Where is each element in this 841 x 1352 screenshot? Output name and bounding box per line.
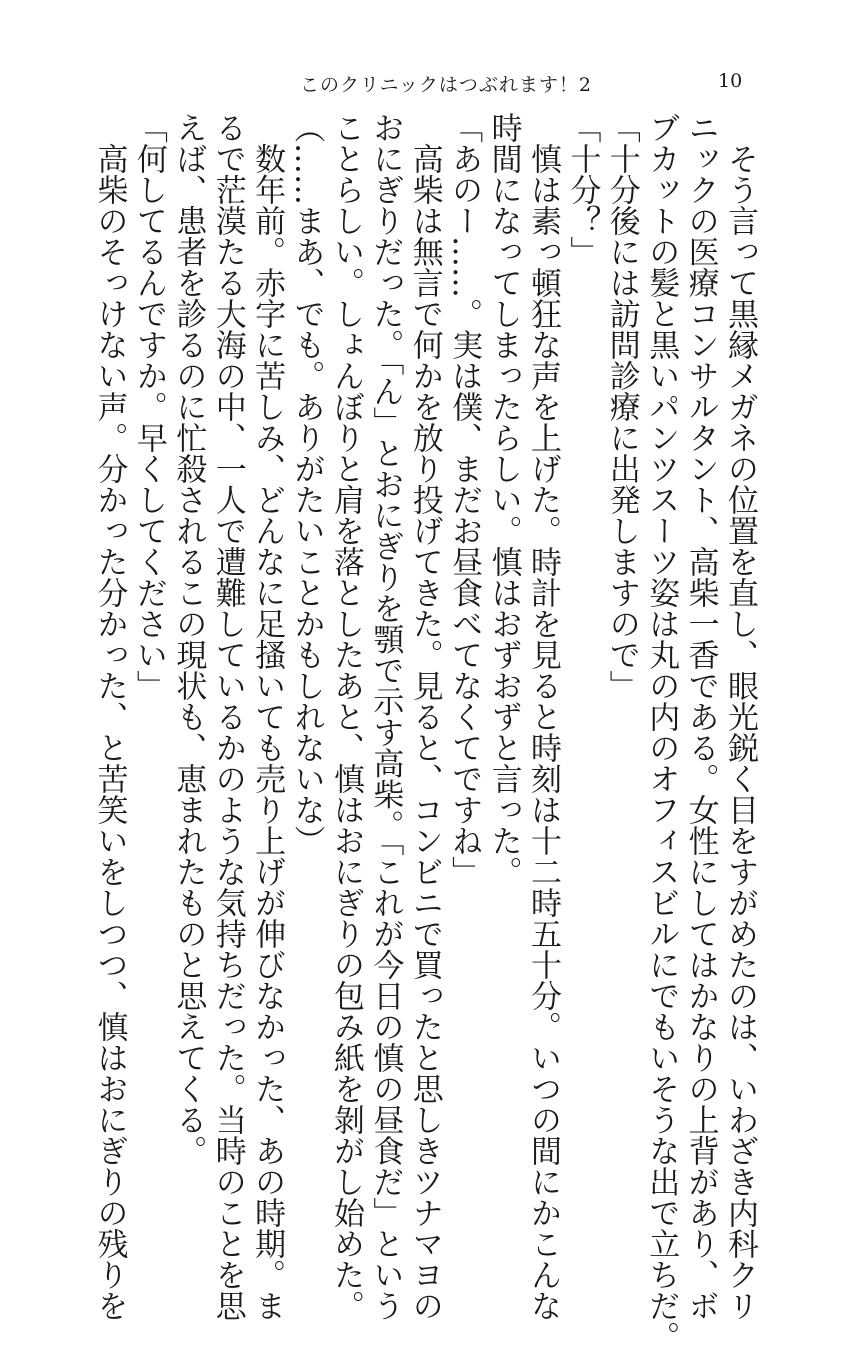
text-line: そう言って黒縁メガネの位置を直し、眼光鋭く目をすがめたのは、いわざき内科クリ — [722, 112, 758, 1321]
text-line: 高柴のそっけない声。分かった分かった、と苦笑いをしつつ、慎はおにぎりの残りを — [91, 112, 128, 1321]
text-line: 時間になってしまったらしい。慎はおずおずと言った。 — [485, 112, 522, 887]
text-line: 高柴は無言で何かを放り投げてきた。見ると、コンビニで買ったと思しきツナマヨの — [406, 112, 443, 1321]
text-line: 「あのー……。実は僕、まだお昼食べてなくてですね」 — [446, 112, 483, 887]
text-line: 「何してるんですか。早くしてください」 — [130, 112, 167, 701]
novel-body-text — [89, 112, 759, 1352]
text-line: ブカットの髪と黒いパンツスーツ姿は丸の内のオフィスビルにでもいそうな出で立ちだ。 — [643, 112, 680, 1352]
text-line: 「十分？」 — [564, 112, 601, 267]
text-line: えば、患者を診るのに忙殺されるこの現状も、恵まれたものと思えてくる。 — [170, 112, 207, 1166]
page-number: 10 — [718, 70, 743, 92]
text-line: ニックの医療コンサルタント、高柴一香である。女性にしてはかなりの上背があり、ボ — [682, 112, 719, 1321]
text-line: （……まあ、でも。ありがたいことかもしれないな） — [288, 112, 325, 856]
running-header-title: このクリニックはつぶれます！2 — [300, 74, 592, 96]
text-line: 数年前。赤字に苦しみ、どんなに足搔いても売り上げが伸びなかった、あの時期。ま — [249, 112, 286, 1321]
text-line: 「十分後には訪問診療に出発しますので」 — [603, 112, 640, 701]
text-line: 慎は素っ頓狂な声を上げた。時計を見ると時刻は十二時五十分。いつの間にかこんな — [524, 112, 561, 1321]
text-line: おにぎりだった。「ん」とおにぎりを顎で示す高柴。「これが今日の慎の昼食だ」という — [367, 112, 404, 1321]
text-line: るで茫漠たる大海の中、一人で遭難しているかのような気持ちだった。当時のことを思 — [209, 112, 246, 1321]
text-line: ことらしい。しょんぼりと肩を落としたあと、慎はおにぎりの包み紙を剝がし始めた。 — [327, 112, 364, 1321]
